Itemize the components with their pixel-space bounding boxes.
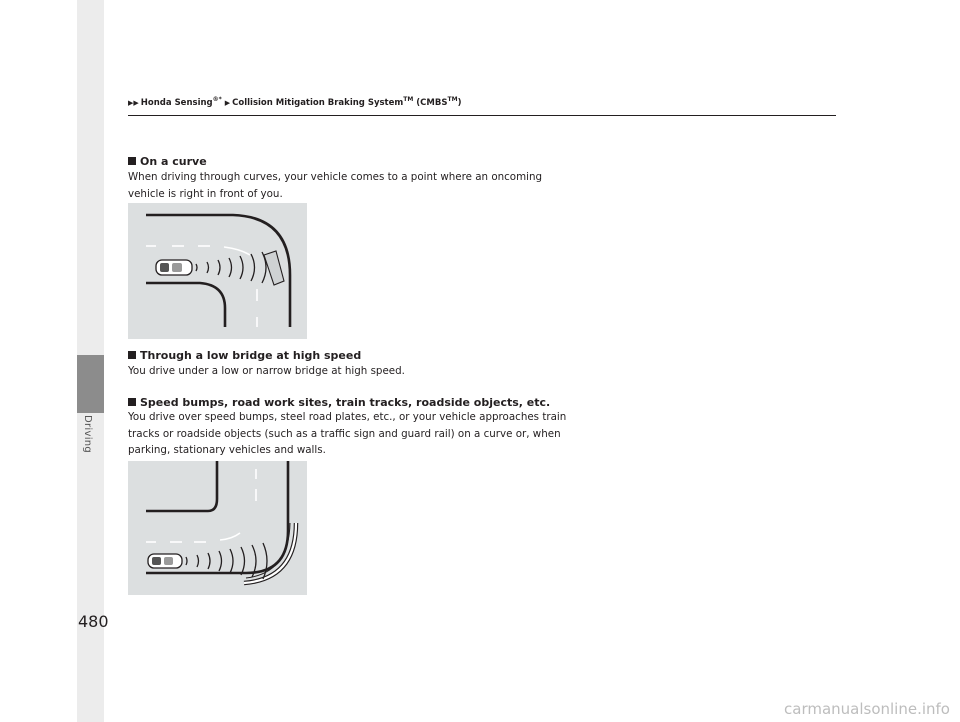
own-car-icon bbox=[156, 260, 192, 275]
own-car-icon bbox=[148, 554, 182, 568]
section-heading-curve: On a curve bbox=[128, 155, 207, 168]
watermark-text: carmanualsonline.info bbox=[784, 700, 950, 718]
header-divider bbox=[128, 115, 836, 116]
section-body-low-bridge: You drive under a low or narrow bridge at high speed. bbox=[128, 365, 405, 377]
breadcrumb bbox=[128, 96, 461, 108]
radar-waves-icon bbox=[196, 252, 266, 283]
section-body-roadside-objects: You drive over speed bumps, steel road plates, etc., or your vehicle approaches train tracks or roadside objects (such as a traffic sign and guard rail) on a curve or, when parking, stationary vehicles and walls. bbox=[128, 411, 567, 456]
square-bullet-icon bbox=[128, 351, 136, 359]
sidebar-section-label: Driving bbox=[82, 415, 93, 454]
section-heading-low-bridge: Through a low bridge at high speed bbox=[128, 349, 361, 362]
page-number: 480 bbox=[78, 612, 109, 631]
square-bullet-icon bbox=[128, 398, 136, 406]
square-bullet-icon bbox=[128, 157, 136, 165]
curve-illustration bbox=[128, 203, 307, 339]
breadcrumb-link-cmbs[interactable]: Collision Mitigation Braking System™ (CMBS™) bbox=[232, 96, 462, 108]
roadside-objects-illustration bbox=[128, 461, 307, 595]
oncoming-car-icon bbox=[264, 251, 284, 285]
sidebar-section-marker bbox=[77, 355, 104, 413]
section-heading-roadside-objects: Speed bumps, road work sites, train tracks, roadside objects, etc. bbox=[128, 396, 550, 409]
section-body-curve: When driving through curves, your vehicle comes to a point where an oncoming vehicle is right in front of you. bbox=[128, 171, 543, 200]
breadcrumb-arrow-icon: ▶▶ bbox=[128, 98, 139, 107]
breadcrumb-arrow-icon: ▶ bbox=[224, 98, 231, 107]
breadcrumb-link-honda-sensing[interactable]: Honda Sensing®* bbox=[140, 96, 222, 108]
